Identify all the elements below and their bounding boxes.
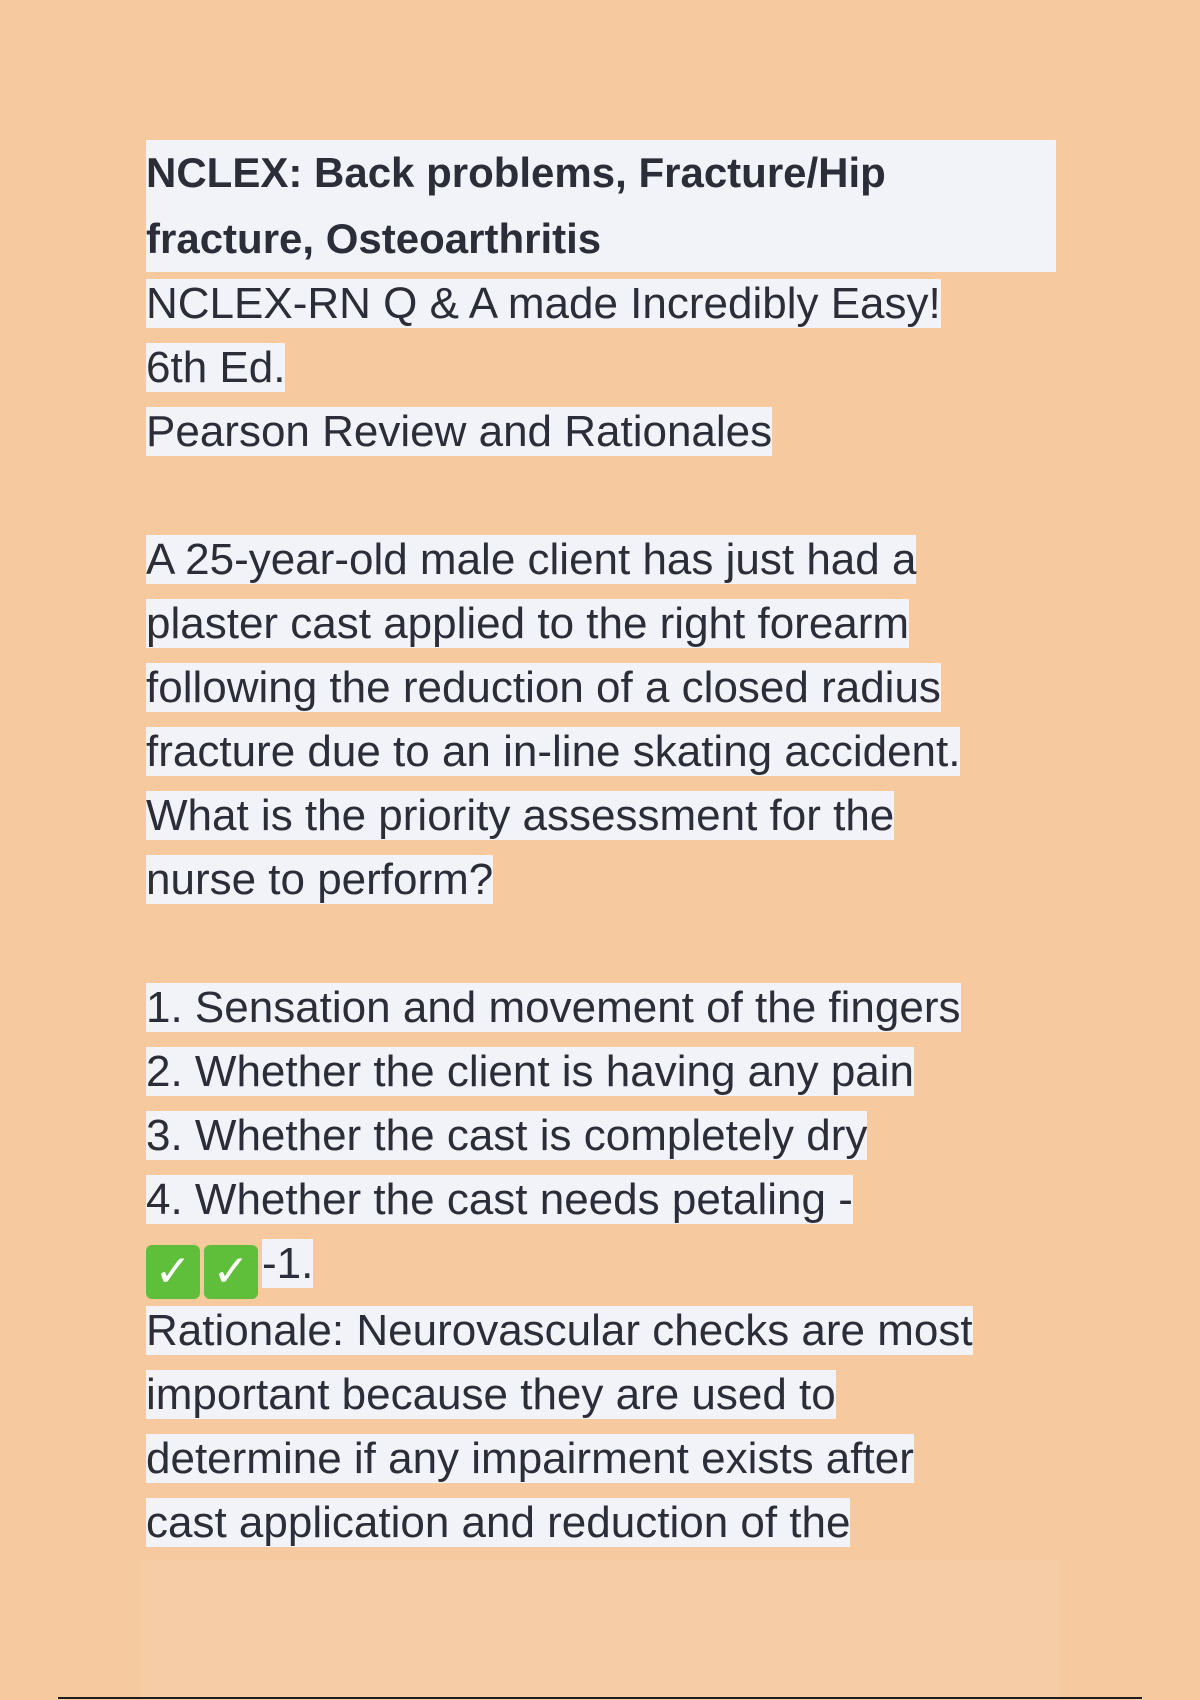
question-line [146,848,1066,912]
answer-option-text: 4. Whether the cast needs petaling - [146,1175,853,1224]
rationale-line-text: Rationale: Neurovascular checks are most [146,1306,973,1355]
question-stem [146,528,1066,912]
document-title [146,140,1056,272]
question-line [146,656,1066,720]
document-body [146,140,1066,1555]
source-text: 6th Ed. [146,343,286,392]
question-line-text: following the reduction of a closed radius [146,663,941,712]
answer-option [146,1104,1066,1168]
document-title-text: NCLEX: Back problems, Fracture/Hip fracture, Osteoarthritis [146,149,886,262]
correct-answer-text: -1. [262,1239,314,1288]
answer-options [146,976,1066,1232]
page-footer-area [140,1560,1060,1700]
answer-option-text: 1. Sensation and movement of the fingers [146,983,961,1032]
question-line [146,528,1066,592]
rationale-line [146,1427,1066,1491]
rationale [146,1299,1066,1555]
rationale-line-text: important because they are used to [146,1370,836,1419]
rationale-line [146,1491,1066,1555]
answer-option [146,1040,1066,1104]
rationale-line-text: cast application and reduction of the [146,1498,851,1547]
question-line [146,720,1066,784]
source-text: NCLEX-RN Q & A made Incredibly Easy! [146,279,941,328]
correct-answer [146,1232,1066,1299]
rationale-line-text: determine if any impairment exists after [146,1434,914,1483]
paragraph-gap [146,464,1066,528]
answer-option [146,976,1066,1040]
answer-option-text: 3. Whether the cast is completely dry [146,1111,868,1160]
source-line [146,336,1066,400]
question-line [146,784,1066,848]
check-mark-icon: ✓ [204,1245,258,1299]
source-line [146,272,1066,336]
question-line-text: fracture due to an in-line skating accident. [146,727,961,776]
source-text: Pearson Review and Rationales [146,407,773,456]
question-line-text: nurse to perform? [146,855,494,904]
question-line-text: What is the priority assessment for the [146,791,895,840]
rationale-line [146,1363,1066,1427]
question-line [146,592,1066,656]
paragraph-gap [146,912,1066,976]
check-mark-icon: ✓ [146,1245,200,1299]
answer-option-text: 2. Whether the client is having any pain [146,1047,915,1096]
rationale-line [146,1299,1066,1363]
source-line [146,400,1066,464]
page-bottom-rule [58,1697,1142,1699]
question-line-text: A 25-year-old male client has just had a [146,535,917,584]
question-line-text: plaster cast applied to the right forearm [146,599,910,648]
answer-option [146,1168,1066,1232]
